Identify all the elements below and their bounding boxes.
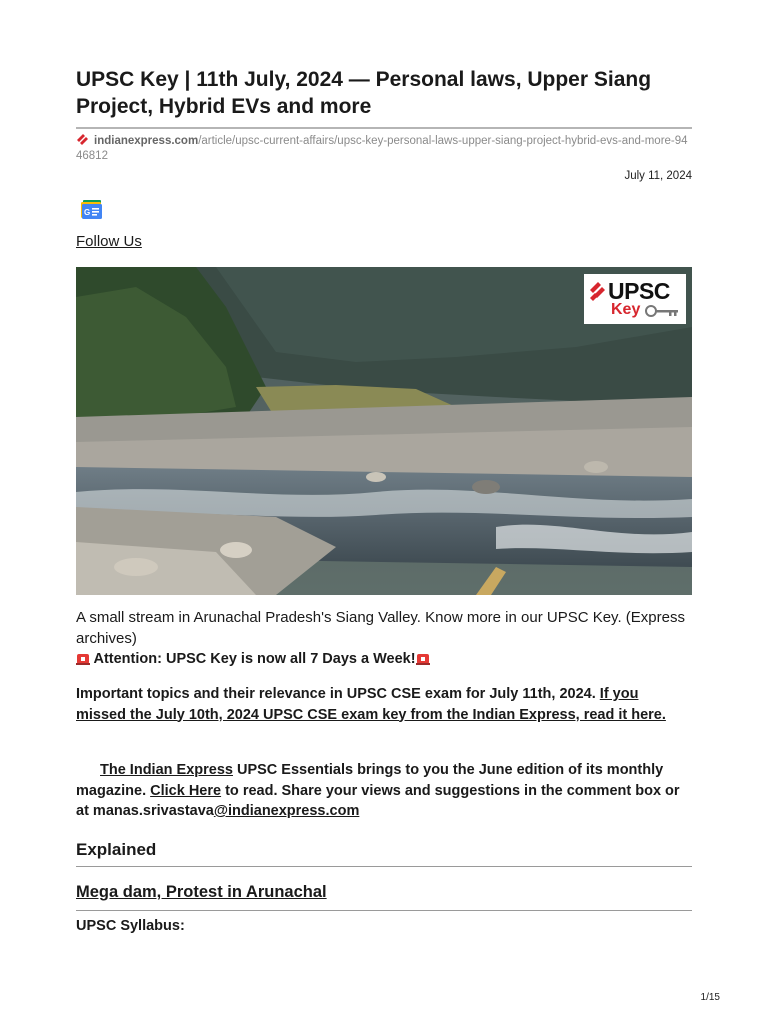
magazine-text-1: UPSC Essentials brings to you the June edition of its monthly magazine. — [76, 762, 664, 799]
follow-us-link[interactable]: Follow Us — [76, 233, 142, 250]
source-path: /article/upsc-current-affairs/upsc-key-personal-laws-upper-siang-project-hybrid-evs-and-more-9446812 — [76, 135, 688, 162]
badge-subtitle: Key — [611, 301, 641, 318]
divider — [76, 866, 692, 867]
svg-text:G: G — [84, 208, 91, 217]
click-here-link[interactable]: Click Here — [150, 782, 222, 799]
attention-banner — [76, 649, 430, 669]
indianexpress-logo-icon — [589, 281, 607, 303]
source-url[interactable] — [76, 133, 692, 164]
intro-paragraph — [76, 684, 692, 725]
divider — [76, 910, 692, 911]
attention-text: Attention: UPSC Key is now all 7 Days a Week! — [90, 651, 416, 667]
publish-date: July 11, 2024 — [624, 170, 692, 182]
article-title: UPSC Key | 11th July, 2024 — Personal laws, Upper Siang Project, Hybrid EVs and more — [76, 68, 652, 118]
syllabus-label: UPSC Syllabus: — [76, 918, 185, 934]
source-domain: indianexpress.com — [94, 135, 199, 147]
previous-key-link[interactable]: If you missed the July 10th, 2024 UPSC CSE exam key from the Indian Express, read it here. — [76, 686, 666, 723]
topic-heading-link[interactable]: Mega dam, Protest in Arunachal — [76, 883, 327, 901]
hero-image — [76, 267, 692, 595]
title-divider — [76, 127, 692, 129]
image-caption: A small stream in Arunachal Pradesh's Siang Valley. Know more in our UPSC Key. (Express archives) — [76, 609, 685, 647]
intro-text: Important topics and their relevance in UPSC CSE exam for July 11th, 2024. — [76, 686, 600, 702]
magazine-paragraph — [76, 760, 692, 822]
key-icon — [644, 304, 680, 318]
siren-icon — [76, 651, 90, 665]
badge-title: UPSC — [608, 278, 670, 304]
siren-icon — [416, 651, 430, 665]
indian-express-link[interactable]: The Indian Express — [100, 762, 233, 778]
indianexpress-logo-icon — [76, 133, 90, 146]
email-link[interactable]: @indianexpress.com — [213, 803, 360, 819]
page-number: 1/15 — [700, 992, 720, 1003]
magazine-text-2: to read. Share your views and suggestions in the comment box or at manas.srivastava — [76, 782, 680, 819]
upsc-key-badge — [584, 274, 686, 324]
section-heading-explained: Explained — [76, 840, 157, 859]
google-news-icon[interactable] — [80, 200, 104, 220]
